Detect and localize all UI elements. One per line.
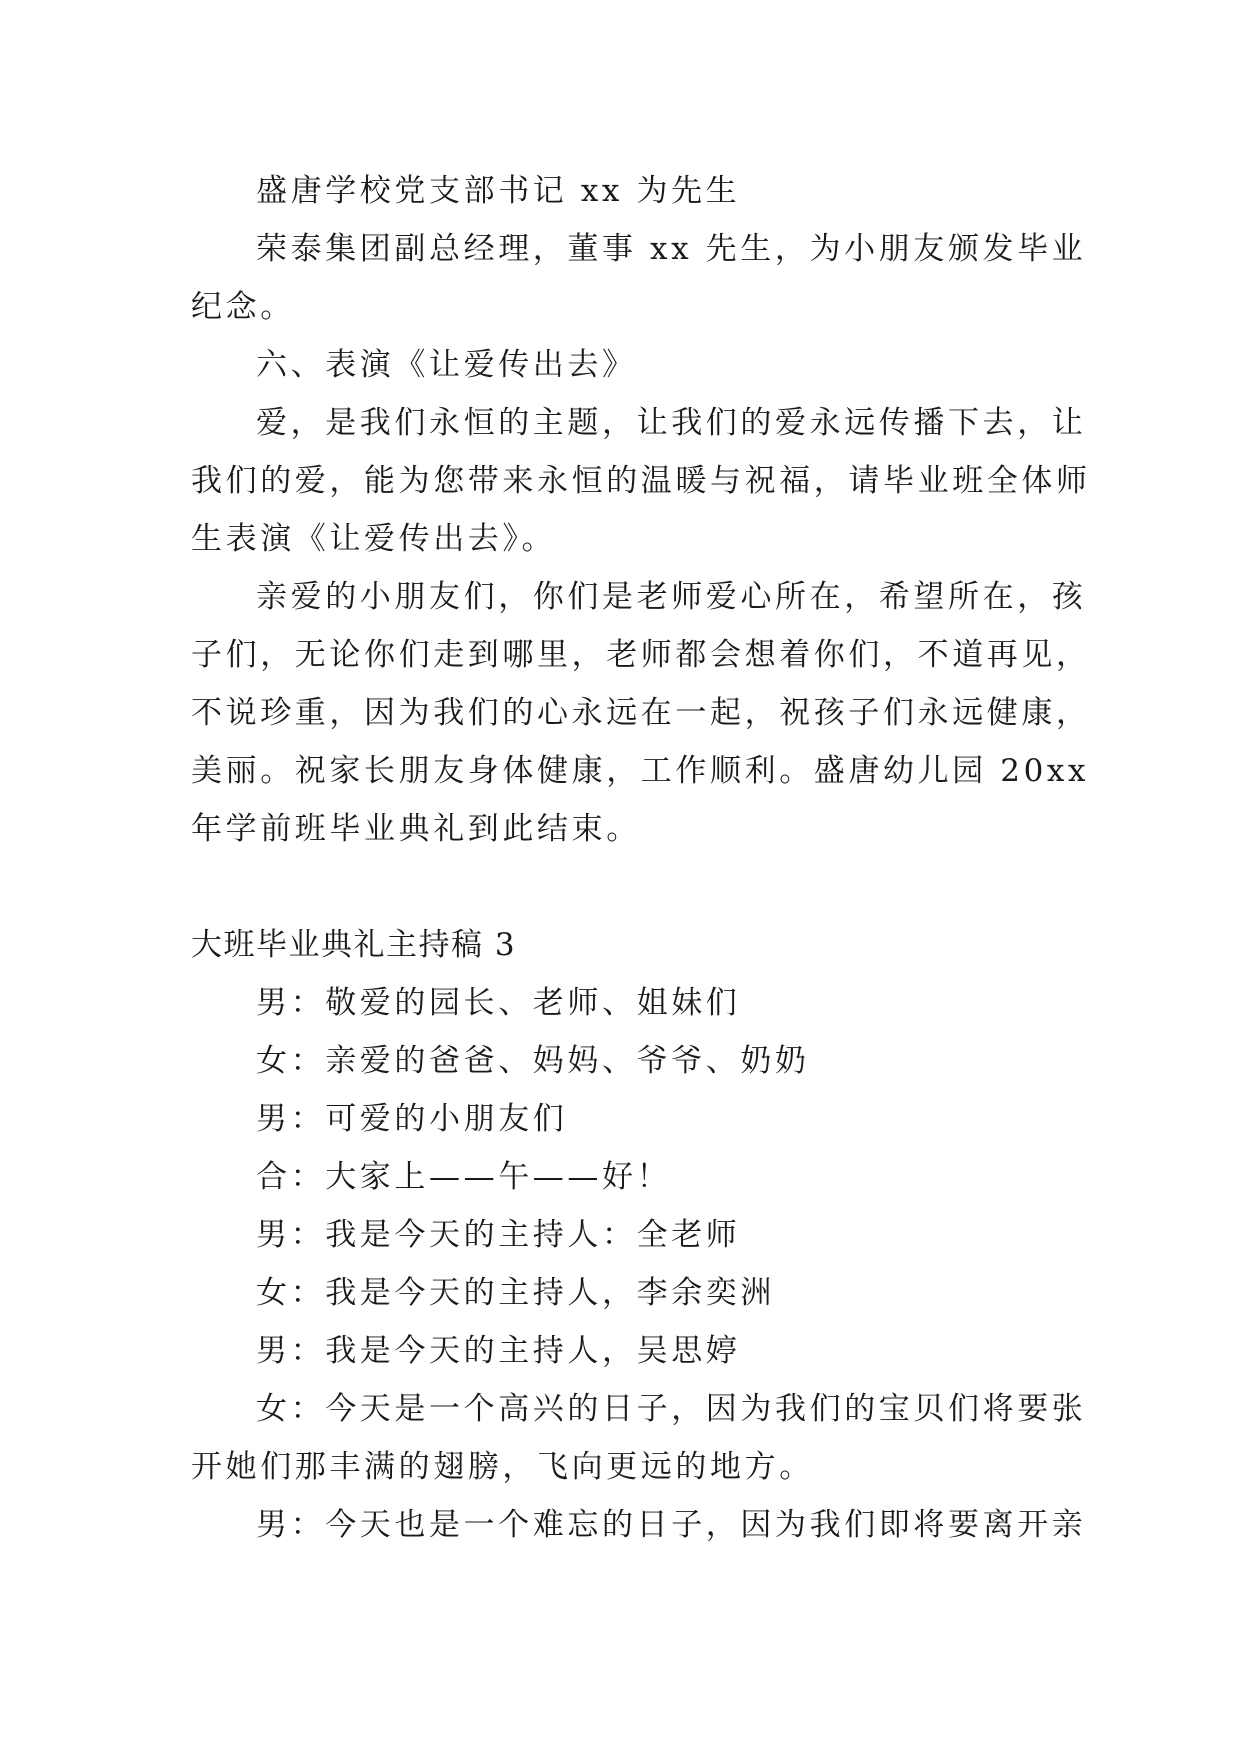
dialogue-line: 男：我是今天的主持人，吴思婷 xyxy=(256,1333,741,1369)
dialogue-line: 男：今天也是一个难忘的日子，因为我们即将要离开亲 xyxy=(256,1507,1087,1543)
dialogue-line: 开她们那丰满的翅膀，飞向更远的地方。 xyxy=(191,1449,814,1485)
dialogue-line: 合：大家上——午——好！ xyxy=(256,1159,672,1195)
dialogue-line: 女：我是今天的主持人，李余奕洲 xyxy=(256,1275,775,1311)
paragraph-line: 盛唐学校党支部书记 xx 为先生 xyxy=(256,173,741,209)
paragraph-line: 不说珍重，因为我们的心永远在一起，祝孩子们永远健康， xyxy=(191,695,1091,731)
dialogue-line: 男：可爱的小朋友们 xyxy=(256,1101,568,1137)
paragraph-line: 子们，无论你们走到哪里，老师都会想着你们，不道再见， xyxy=(191,637,1091,673)
paragraph-line: 纪念。 xyxy=(191,289,295,325)
paragraph-line: 爱，是我们永恒的主题，让我们的爱永远传播下去，让 xyxy=(256,405,1087,441)
paragraph-line: 荣泰集团副总经理，董事 xx 先生，为小朋友颁发毕业 xyxy=(256,231,1087,267)
paragraph-line: 生表演《让爱传出去》。 xyxy=(191,521,557,557)
dialogue-line: 男：我是今天的主持人：全老师 xyxy=(256,1217,741,1253)
paragraph-line: 我们的爱，能为您带来永恒的温暖与祝福，请毕业班全体师 xyxy=(191,463,1091,499)
document-title: 大班毕业典礼主持稿 3 xyxy=(191,927,517,963)
paragraph-line: 亲爱的小朋友们，你们是老师爱心所在，希望所在，孩 xyxy=(256,579,1087,615)
dialogue-line: 女：今天是一个高兴的日子，因为我们的宝贝们将要张 xyxy=(256,1391,1087,1427)
paragraph-line: 美丽。祝家长朋友身体健康，工作顺利。盛唐幼儿园 20xx xyxy=(191,753,1090,789)
dialogue-line: 女：亲爱的爸爸、妈妈、爷爷、奶奶 xyxy=(256,1043,810,1079)
blank-line xyxy=(191,858,1071,916)
document-page xyxy=(191,162,1091,1554)
section-heading: 六、表演《让爱传出去》 xyxy=(256,347,637,383)
dialogue-line: 男：敬爱的园长、老师、姐妹们 xyxy=(256,985,741,1021)
paragraph-line: 年学前班毕业典礼到此结束。 xyxy=(191,811,641,847)
